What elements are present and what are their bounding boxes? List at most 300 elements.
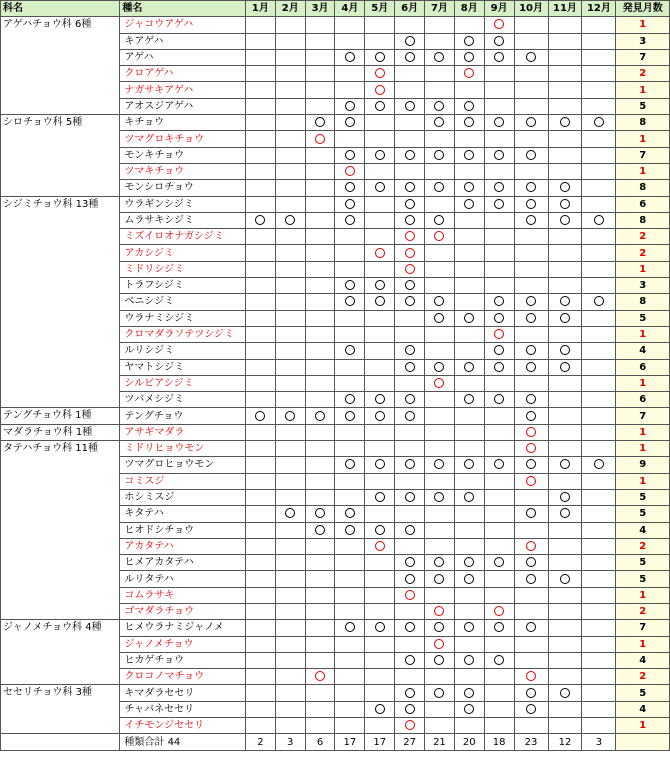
table-row (1, 620, 670, 636)
month-cell (395, 441, 425, 457)
sighting-circle-icon (345, 280, 355, 290)
month-cell (245, 571, 275, 587)
month-cell (335, 147, 365, 163)
month-cell (335, 17, 365, 33)
sighting-circle-icon (464, 622, 474, 632)
species-name: ヒメアカタテハ (120, 555, 246, 571)
species-name: チャバネセセリ (120, 701, 246, 717)
month-cell (395, 229, 425, 245)
month-cell (335, 33, 365, 49)
sighting-circle-icon (434, 215, 444, 225)
month-cell (548, 685, 582, 701)
species-name: アカタテハ (120, 538, 246, 554)
sighting-circle-icon (434, 182, 444, 192)
month-cell (484, 66, 514, 82)
sighting-circle-icon (594, 459, 604, 469)
species-name: ツバメシジミ (120, 392, 246, 408)
month-cell (245, 392, 275, 408)
month-cell (335, 636, 365, 652)
header-species: 種名 (120, 1, 246, 17)
month-count: 9 (616, 457, 670, 473)
month-cell (425, 163, 455, 179)
month-cell (582, 229, 616, 245)
month-cell (335, 392, 365, 408)
month-cell (582, 392, 616, 408)
sighting-circle-icon (464, 688, 474, 698)
month-count: 3 (616, 33, 670, 49)
month-cell (548, 457, 582, 473)
month-cell (395, 212, 425, 228)
month-cell (305, 98, 335, 114)
month-cell (275, 245, 305, 261)
month-total: 2 (245, 734, 275, 750)
month-cell (425, 506, 455, 522)
month-cell (548, 326, 582, 342)
month-cell (514, 685, 548, 701)
month-cell (245, 489, 275, 505)
month-cell (365, 685, 395, 701)
month-cell (245, 180, 275, 196)
month-cell (245, 261, 275, 277)
month-cell (454, 212, 484, 228)
month-cell (275, 261, 305, 277)
sighting-circle-icon (526, 182, 536, 192)
month-cell (305, 424, 335, 440)
species-name: ヒオドシチョウ (120, 522, 246, 538)
month-cell (514, 359, 548, 375)
sighting-circle-icon (345, 411, 355, 421)
month-cell (548, 17, 582, 33)
sighting-circle-icon (375, 492, 385, 502)
month-cell (582, 555, 616, 571)
sighting-circle-icon (375, 459, 385, 469)
month-cell (548, 555, 582, 571)
month-cell (395, 718, 425, 734)
month-count: 5 (616, 571, 670, 587)
month-cell (484, 359, 514, 375)
month-cell (395, 489, 425, 505)
month-cell (305, 506, 335, 522)
species-name: ナガサキアゲハ (120, 82, 246, 98)
sighting-circle-icon (405, 394, 415, 404)
month-cell (484, 506, 514, 522)
sighting-circle-icon (285, 215, 295, 225)
month-cell (484, 408, 514, 424)
month-cell (514, 131, 548, 147)
month-cell (582, 571, 616, 587)
month-cell (514, 163, 548, 179)
month-count: 8 (616, 212, 670, 228)
species-name: ツマグロヒョウモン (120, 457, 246, 473)
month-cell (365, 66, 395, 82)
month-cell (245, 310, 275, 326)
species-name: ジャコウアゲハ (120, 17, 246, 33)
month-cell (484, 163, 514, 179)
month-cell (425, 571, 455, 587)
sighting-circle-icon (375, 622, 385, 632)
month-cell (454, 163, 484, 179)
header-row (1, 1, 670, 17)
month-cell (365, 669, 395, 685)
sighting-circle-icon (375, 525, 385, 535)
month-cell (548, 49, 582, 65)
species-name: ジャノメチョウ (120, 636, 246, 652)
month-cell (425, 718, 455, 734)
month-cell (365, 718, 395, 734)
sighting-circle-icon (560, 574, 570, 584)
species-name: ツマグロキチョウ (120, 131, 246, 147)
month-cell (582, 587, 616, 603)
month-cell (245, 424, 275, 440)
month-count: 5 (616, 506, 670, 522)
month-cell (275, 82, 305, 98)
month-cell (454, 392, 484, 408)
month-cell (582, 701, 616, 717)
month-cell (335, 587, 365, 603)
month-cell (275, 180, 305, 196)
species-name: クロマダラソテツシジミ (120, 326, 246, 342)
month-cell (484, 326, 514, 342)
month-cell (245, 49, 275, 65)
month-cell (275, 685, 305, 701)
sighting-circle-icon (405, 36, 415, 46)
month-cell (275, 473, 305, 489)
sighting-circle-icon (560, 182, 570, 192)
species-name: キマダラセセリ (120, 685, 246, 701)
month-cell (514, 408, 548, 424)
month-cell (484, 261, 514, 277)
month-cell (454, 636, 484, 652)
month-cell (582, 506, 616, 522)
month-cell (514, 98, 548, 114)
species-total-label: 種類合計 44 (120, 734, 246, 750)
month-cell (395, 620, 425, 636)
month-cell (275, 66, 305, 82)
species-name: ホシミスジ (120, 489, 246, 505)
sighting-circle-icon (526, 476, 536, 486)
month-cell (335, 278, 365, 294)
sighting-circle-icon (315, 508, 325, 518)
month-cell (365, 310, 395, 326)
month-cell (395, 701, 425, 717)
month-cell (514, 392, 548, 408)
header-month: 12月 (582, 1, 616, 17)
month-cell (305, 163, 335, 179)
sighting-circle-icon (560, 215, 570, 225)
month-cell (582, 310, 616, 326)
sighting-circle-icon (405, 101, 415, 111)
month-cell (365, 212, 395, 228)
sighting-circle-icon (526, 459, 536, 469)
month-cell (484, 131, 514, 147)
month-cell (335, 196, 365, 212)
species-name: クロコノマチョウ (120, 669, 246, 685)
month-cell (548, 229, 582, 245)
sighting-circle-icon (345, 150, 355, 160)
month-cell (395, 17, 425, 33)
month-cell (548, 245, 582, 261)
species-name: ヒカゲチョウ (120, 652, 246, 668)
month-total: 17 (335, 734, 365, 750)
month-cell (548, 424, 582, 440)
month-cell (484, 310, 514, 326)
month-cell (548, 408, 582, 424)
month-cell (582, 66, 616, 82)
header-month: 1月 (245, 1, 275, 17)
month-cell (548, 392, 582, 408)
sighting-circle-icon (464, 704, 474, 714)
month-cell (514, 620, 548, 636)
month-cell (275, 310, 305, 326)
month-cell (514, 229, 548, 245)
sighting-circle-icon (464, 313, 474, 323)
month-cell (245, 33, 275, 49)
month-cell (335, 408, 365, 424)
month-cell (454, 294, 484, 310)
sighting-circle-icon (526, 622, 536, 632)
month-cell (305, 212, 335, 228)
species-name: モンキチョウ (120, 147, 246, 163)
sighting-circle-icon (464, 557, 474, 567)
month-cell (395, 98, 425, 114)
species-name: コムラサキ (120, 587, 246, 603)
sighting-circle-icon (345, 459, 355, 469)
month-cell (454, 310, 484, 326)
month-count: 3 (616, 278, 670, 294)
month-cell (395, 555, 425, 571)
month-cell (582, 669, 616, 685)
month-cell (365, 571, 395, 587)
sighting-circle-icon (345, 52, 355, 62)
sighting-circle-icon (494, 52, 504, 62)
month-cell (275, 392, 305, 408)
month-cell (425, 245, 455, 261)
month-cell (514, 473, 548, 489)
month-cell (514, 669, 548, 685)
month-cell (484, 98, 514, 114)
month-cell (335, 718, 365, 734)
month-cell (484, 82, 514, 98)
month-count: 6 (616, 196, 670, 212)
month-cell (305, 131, 335, 147)
month-cell (484, 343, 514, 359)
month-cell (514, 66, 548, 82)
sighting-circle-icon (494, 655, 504, 665)
sighting-circle-icon (375, 101, 385, 111)
month-cell (582, 603, 616, 619)
month-cell (514, 522, 548, 538)
sighting-circle-icon (345, 117, 355, 127)
sighting-circle-icon (345, 166, 355, 176)
month-cell (365, 506, 395, 522)
month-cell (395, 571, 425, 587)
month-cell (484, 229, 514, 245)
month-cell (245, 98, 275, 114)
month-cell (484, 669, 514, 685)
month-cell (454, 17, 484, 33)
month-count: 8 (616, 115, 670, 131)
month-cell (275, 506, 305, 522)
sighting-circle-icon (526, 362, 536, 372)
sighting-circle-icon (375, 150, 385, 160)
sighting-circle-icon (405, 688, 415, 698)
summary-empty-cell (1, 734, 120, 750)
month-count: 2 (616, 229, 670, 245)
sighting-circle-icon (434, 606, 444, 616)
month-cell (335, 489, 365, 505)
month-cell (548, 620, 582, 636)
species-name: キアゲハ (120, 33, 246, 49)
month-cell (425, 652, 455, 668)
sighting-circle-icon (494, 557, 504, 567)
month-cell (582, 261, 616, 277)
month-cell (275, 33, 305, 49)
month-cell (365, 701, 395, 717)
month-cell (335, 82, 365, 98)
month-total: 12 (548, 734, 582, 750)
month-cell (454, 620, 484, 636)
month-cell (425, 115, 455, 131)
month-cell (514, 180, 548, 196)
month-cell (395, 33, 425, 49)
month-cell (365, 131, 395, 147)
sighting-circle-icon (526, 296, 536, 306)
month-cell (514, 212, 548, 228)
month-cell (245, 636, 275, 652)
sighting-circle-icon (255, 215, 265, 225)
month-cell (275, 131, 305, 147)
month-cell (395, 196, 425, 212)
month-cell (548, 506, 582, 522)
month-cell (365, 163, 395, 179)
sighting-circle-icon (526, 443, 536, 453)
month-cell (548, 718, 582, 734)
month-cell (548, 538, 582, 554)
month-cell (245, 147, 275, 163)
month-cell (275, 17, 305, 33)
sighting-circle-icon (345, 622, 355, 632)
sighting-circle-icon (560, 199, 570, 209)
sighting-circle-icon (405, 557, 415, 567)
month-cell (514, 310, 548, 326)
month-count: 7 (616, 147, 670, 163)
month-cell (425, 212, 455, 228)
month-cell (335, 424, 365, 440)
month-cell (305, 229, 335, 245)
month-count: 7 (616, 620, 670, 636)
sighting-circle-icon (315, 134, 325, 144)
sighting-circle-icon (526, 215, 536, 225)
month-cell (305, 17, 335, 33)
month-cell (548, 473, 582, 489)
month-cell (305, 180, 335, 196)
sighting-circle-icon (464, 199, 474, 209)
month-count: 7 (616, 408, 670, 424)
month-cell (582, 82, 616, 98)
month-cell (395, 587, 425, 603)
sighting-circle-icon (434, 313, 444, 323)
species-name: アゲハ (120, 49, 246, 65)
month-cell (484, 33, 514, 49)
month-cell (582, 652, 616, 668)
sighting-circle-icon (434, 492, 444, 502)
species-name: ヤマトシジミ (120, 359, 246, 375)
month-cell (582, 245, 616, 261)
month-cell (275, 603, 305, 619)
family-name: テングチョウ科 1種 (1, 408, 120, 424)
sighting-circle-icon (434, 574, 444, 584)
sighting-circle-icon (405, 362, 415, 372)
sighting-circle-icon (405, 704, 415, 714)
month-cell (305, 473, 335, 489)
header-month: 6月 (395, 1, 425, 17)
sighting-circle-icon (526, 117, 536, 127)
species-name: イチモンジセセリ (120, 718, 246, 734)
month-cell (582, 538, 616, 554)
month-cell (395, 685, 425, 701)
month-cell (305, 278, 335, 294)
month-cell (305, 408, 335, 424)
month-cell (365, 294, 395, 310)
month-cell (425, 636, 455, 652)
month-cell (454, 441, 484, 457)
month-cell (484, 278, 514, 294)
month-cell (275, 652, 305, 668)
month-cell (484, 441, 514, 457)
sighting-circle-icon (375, 394, 385, 404)
month-cell (395, 278, 425, 294)
month-cell (335, 359, 365, 375)
month-count: 4 (616, 522, 670, 538)
sighting-circle-icon (434, 378, 444, 388)
month-cell (582, 49, 616, 65)
month-count: 4 (616, 343, 670, 359)
month-cell (582, 180, 616, 196)
header-month: 3月 (305, 1, 335, 17)
month-cell (305, 489, 335, 505)
month-cell (275, 636, 305, 652)
month-cell (365, 375, 395, 391)
month-cell (335, 685, 365, 701)
month-cell (305, 636, 335, 652)
month-cell (582, 636, 616, 652)
month-cell (395, 392, 425, 408)
sighting-circle-icon (375, 52, 385, 62)
sighting-circle-icon (494, 622, 504, 632)
month-cell (395, 261, 425, 277)
month-count: 5 (616, 685, 670, 701)
month-cell (514, 294, 548, 310)
month-cell (335, 245, 365, 261)
month-cell (425, 669, 455, 685)
month-cell (245, 326, 275, 342)
month-cell (425, 538, 455, 554)
month-total: 6 (305, 734, 335, 750)
month-cell (454, 408, 484, 424)
sighting-circle-icon (464, 394, 474, 404)
month-cell (365, 457, 395, 473)
month-cell (275, 163, 305, 179)
month-cell (425, 457, 455, 473)
month-cell (548, 180, 582, 196)
month-cell (245, 506, 275, 522)
month-cell (425, 49, 455, 65)
month-cell (335, 620, 365, 636)
month-cell (245, 196, 275, 212)
month-cell (275, 555, 305, 571)
month-cell (395, 506, 425, 522)
month-cell (305, 701, 335, 717)
